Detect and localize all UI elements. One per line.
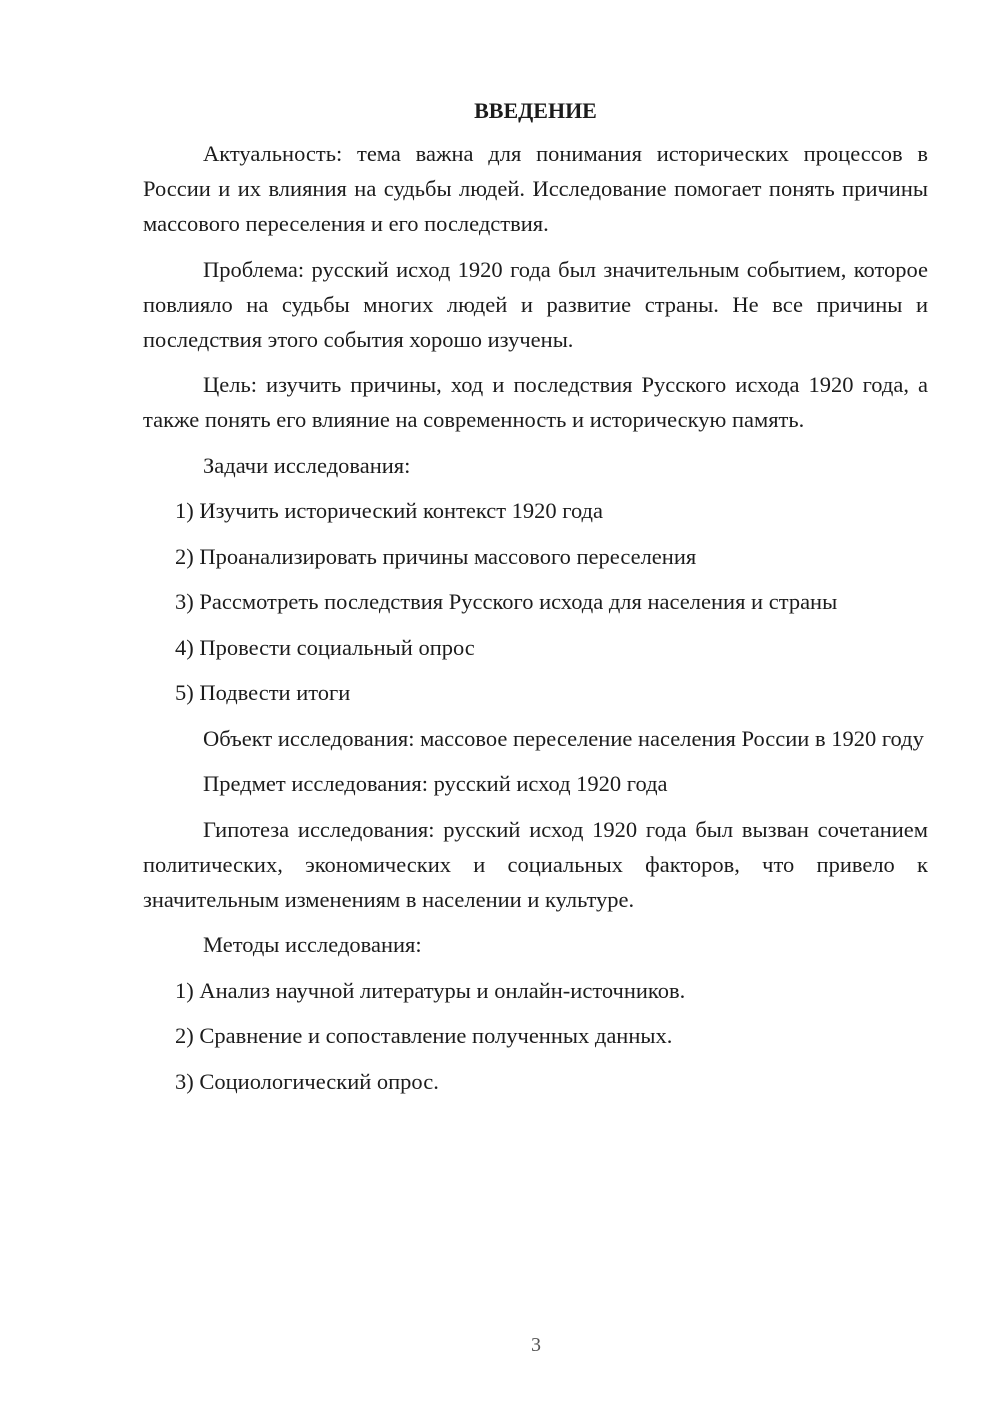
method-item: 2) Сравнение и сопоставление полученных данных. <box>175 1023 673 1048</box>
hypothesis-paragraph: Гипотеза исследования: русский исход 1920 года был вызван сочетанием политических, экономических и социальных факторов, что привело к значительным изменениям в населении и культуре. <box>143 816 928 912</box>
method-item: 3) Социологический опрос. <box>175 1068 439 1094</box>
page-number: 3 <box>531 1334 541 1356</box>
relevance-paragraph: Актуальность: тема важна для понимания исторических процессов в России и их влияния на судьбы людей. Исследование помогает понять причины массового переселения и его последствия. <box>143 141 928 236</box>
method-item: 1) Анализ научной литературы и онлайн-источников. <box>175 977 686 1003</box>
document-page <box>143 96 928 1109</box>
task-item: 2) Проанализировать причины массового переселения <box>175 543 697 569</box>
goal-paragraph: Цель: изучить причины, ход и последствия Русского исхода 1920 года, а также понять его влияние на современность и историческую память. <box>143 372 928 432</box>
task-item: 4) Провести социальный опрос <box>175 634 475 660</box>
task-item: 5) Подвести итоги <box>175 680 351 705</box>
methods-heading: Методы исследования: <box>203 932 422 957</box>
subject-paragraph: Предмет исследования: русский исход 1920 года <box>203 771 668 796</box>
problem-paragraph: Проблема: русский исход 1920 года был значительным событием, которое повлияло на судьбы многих людей и развитие страны. Не все причины и последствия этого события хорошо изучены. <box>143 256 928 352</box>
object-paragraph: Объект исследования: массовое переселение населения России в 1920 году <box>203 725 924 751</box>
section-title: ВВЕДЕНИЕ <box>474 98 597 123</box>
task-item: 3) Рассмотреть последствия Русского исхода для населения и страны <box>175 589 838 614</box>
task-item: 1) Изучить исторический контекст 1920 года <box>175 498 603 523</box>
tasks-heading: Задачи исследования: <box>203 452 411 478</box>
